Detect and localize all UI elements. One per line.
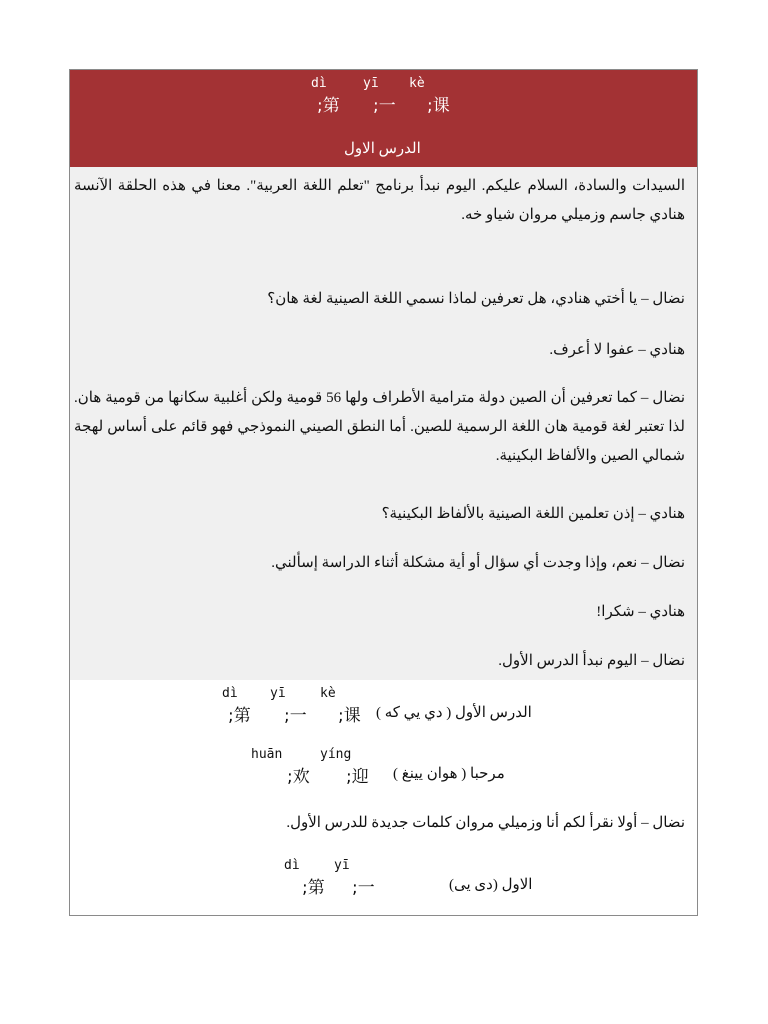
hanzi-di: ;第 bbox=[317, 96, 340, 116]
vocab3-meaning: الاول (دى يى) bbox=[449, 877, 533, 893]
dialogue-line-6: هنادي – شكرا! bbox=[596, 604, 685, 620]
lesson-frame bbox=[69, 69, 698, 916]
vocab1-hanzi-di: ;第 bbox=[228, 706, 251, 726]
vocab2-hanzi-ying: ;迎 bbox=[346, 767, 369, 787]
vocab1-meaning: الدرس الأول ( دي يي كه ) bbox=[376, 705, 532, 721]
vocab1-pinyin-yi: yī bbox=[270, 686, 286, 701]
dialogue-line-7: نضال – اليوم نبدأ الدرس الأول. bbox=[498, 653, 685, 669]
pinyin-ke: kè bbox=[409, 76, 425, 91]
dialogue-line-1: نضال – يا أختي هنادي، هل تعرفين لماذا نسمي اللغة الصينية لغة هان؟ bbox=[267, 291, 685, 307]
dialogue-line-2: هنادي – عفوا لا أعرف. bbox=[549, 342, 685, 358]
vocab1-pinyin-ke: kè bbox=[320, 686, 336, 701]
vocab2-pinyin-huan: huān bbox=[251, 747, 283, 762]
vocab3-pinyin-di: dì bbox=[284, 858, 300, 873]
hanzi-yi: ;一 bbox=[373, 96, 396, 116]
vocab3-hanzi-yi: ;一 bbox=[352, 878, 375, 898]
vocab3-hanzi-di: ;第 bbox=[302, 878, 325, 898]
dialogue-line-5: نضال – نعم، وإذا وجدت أي سؤال أو أية مشكلة أثناء الدراسة إسألني. bbox=[271, 555, 685, 571]
vocab2-pinyin-ying: yíng bbox=[320, 747, 352, 762]
dialogue-line-3: نضال – كما تعرفين أن الصين دولة مترامية الأطراف ولها 56 قومية ولكن أغلبية سكانها من قومية هان. لذا تعتبر لغة قومية هان اللغة الرسمية للصين. أما النطق الصيني النموذجي فهو قائم على أساس لهجة شمالي الصين والألفاظ البكينية. bbox=[74, 390, 685, 464]
vocab3-pinyin-yi: yī bbox=[334, 858, 350, 873]
vocab1-hanzi-yi: ;一 bbox=[284, 706, 307, 726]
hanzi-ke: ;课 bbox=[427, 96, 450, 116]
lesson-header bbox=[70, 70, 697, 167]
vocab2-meaning: مرحبا ( هوان يينغ ) bbox=[393, 766, 505, 782]
vocab2-hanzi-huan: ;欢 bbox=[287, 767, 310, 787]
lesson-title: الدرس الاول bbox=[344, 141, 421, 157]
vocab1-pinyin-di: dì bbox=[222, 686, 238, 701]
note-line: نضال – أولا نقرأ لكم أنا وزميلي مروان كلمات جديدة للدرس الأول. bbox=[286, 815, 685, 831]
dialogue-line-4: هنادي – إذن تعلمين اللغة الصينية بالألفاظ البكينية؟ bbox=[381, 506, 685, 522]
vocab1-hanzi-ke: ;课 bbox=[338, 706, 361, 726]
pinyin-di: dì bbox=[311, 76, 327, 91]
pinyin-yi: yī bbox=[363, 76, 379, 91]
intro-paragraph: السيدات والسادة، السلام عليكم. اليوم نبدأ برنامج "تعلم اللغة العربية". معنا في هذه الحلقة الآنسة هنادي جاسم وزميلي مروان شياو خه. bbox=[74, 178, 685, 223]
